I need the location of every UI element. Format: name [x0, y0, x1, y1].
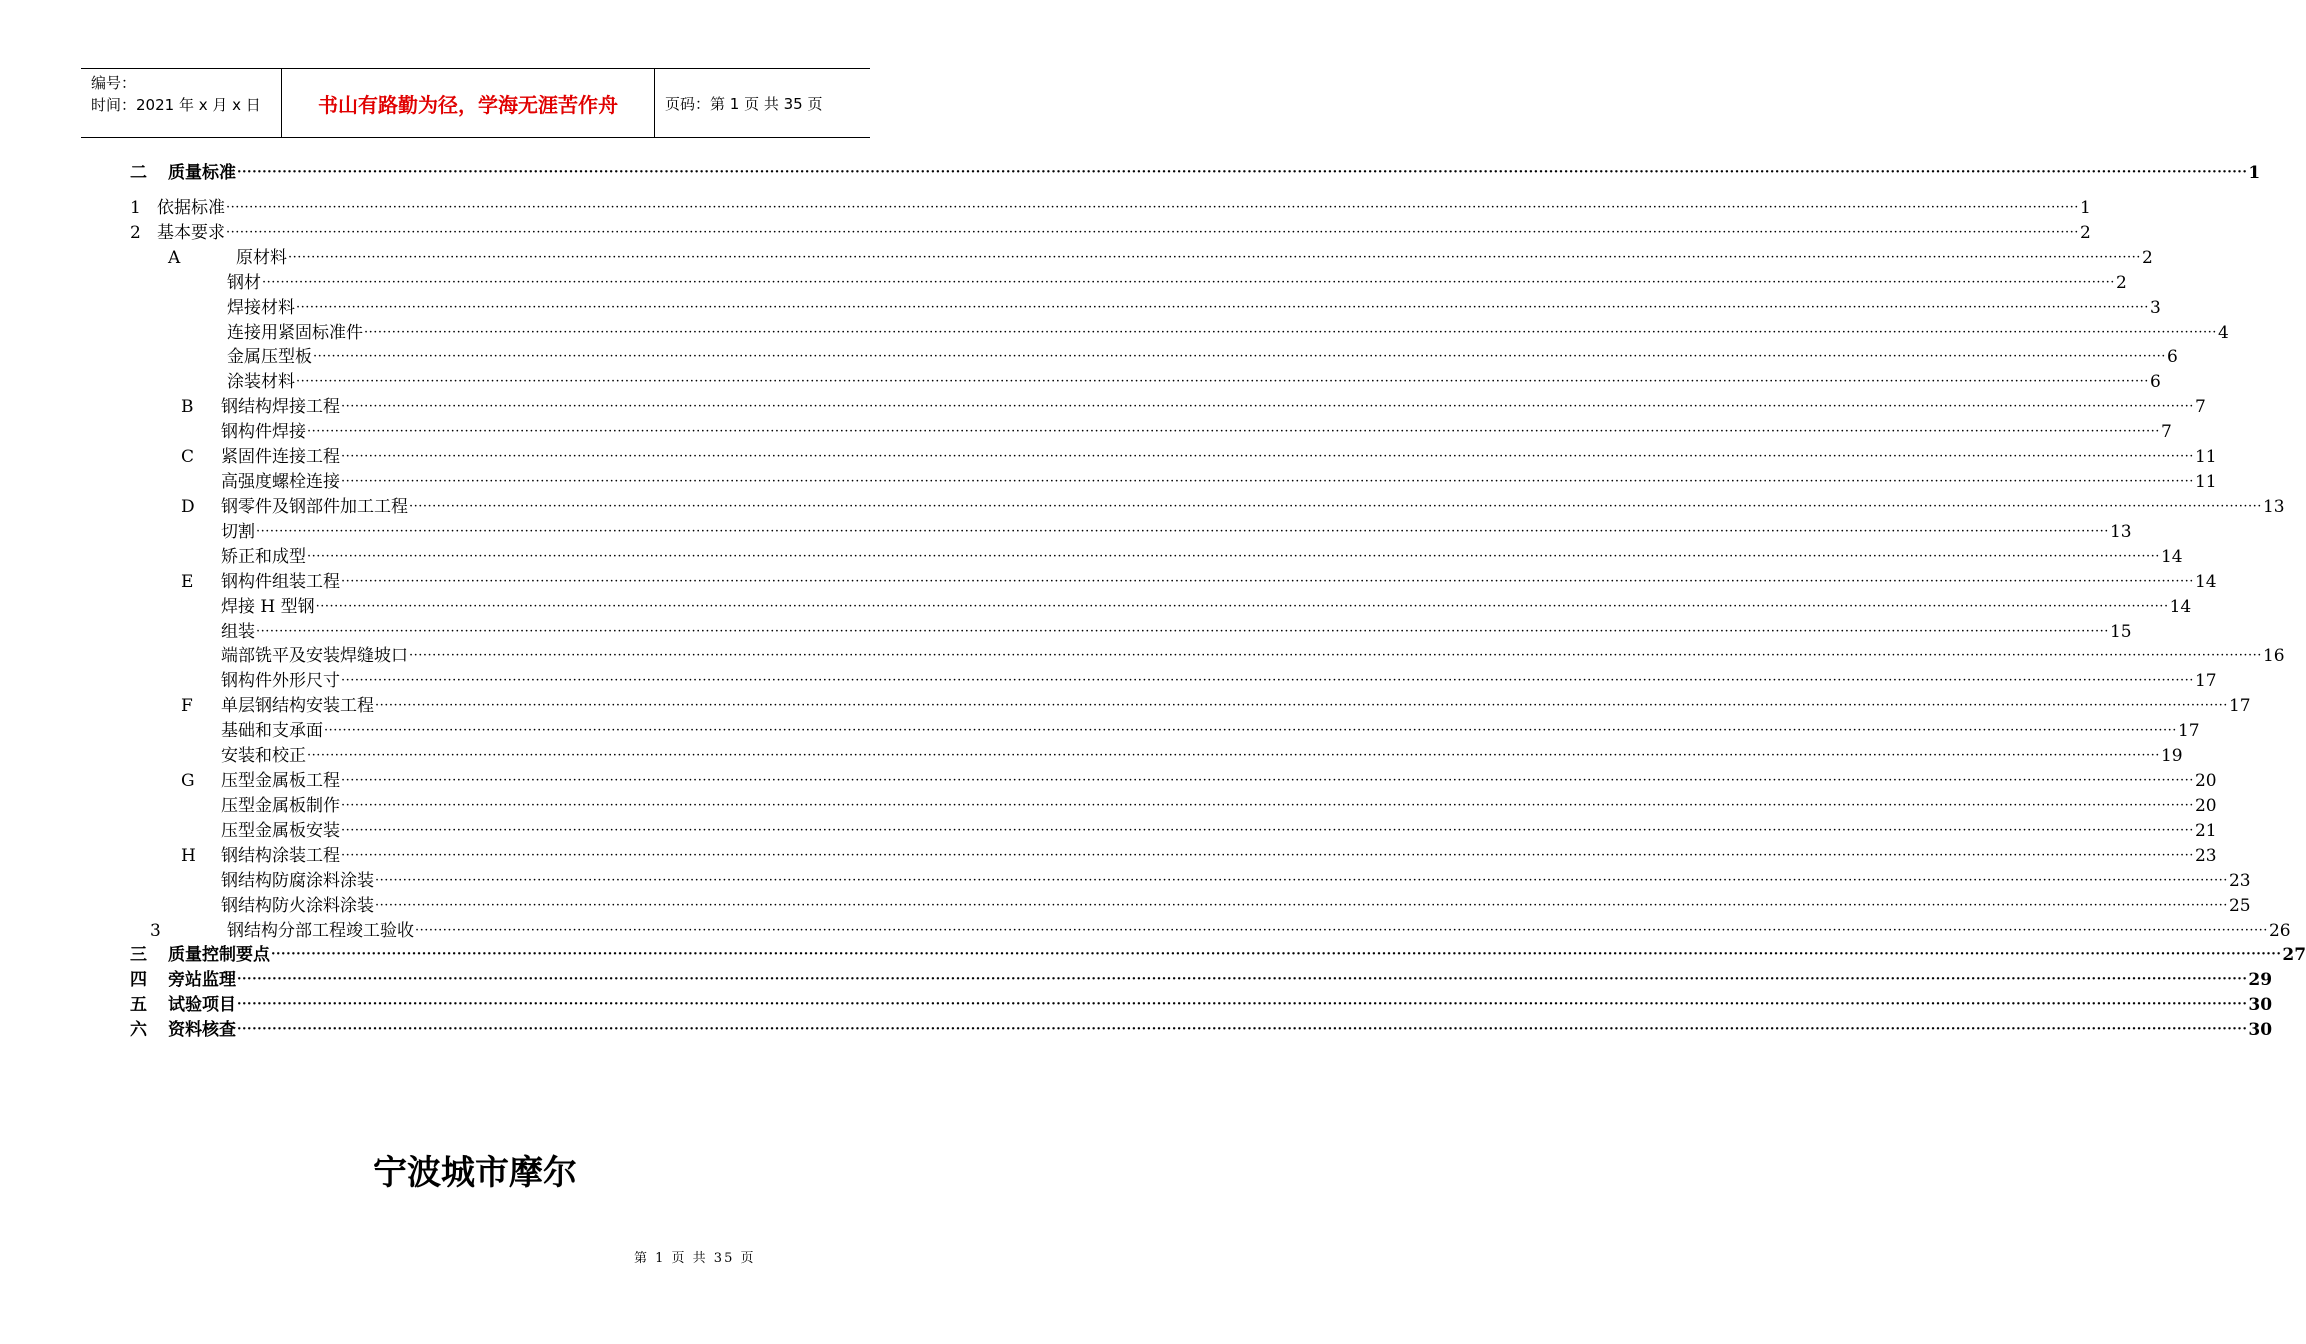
toc-entry-title: 切割	[221, 522, 255, 542]
toc-entry-page: 30	[2248, 995, 2273, 1015]
toc-entry-title: 依据标准	[157, 198, 225, 218]
toc-entry	[221, 596, 2192, 618]
toc-entry	[221, 421, 2172, 443]
toc-entry	[221, 895, 2251, 917]
toc-leader-dots: ················································································································································································································································································································································································································	[341, 823, 2194, 838]
toc-entry-number: A	[168, 248, 181, 268]
toc-entry-title: 压型金属板工程	[221, 771, 340, 791]
toc-entry-title: 压型金属板制作	[221, 796, 340, 816]
toc-entry	[221, 471, 2217, 493]
toc-entry-title: 钢构件组装工程	[221, 572, 340, 592]
toc-leader-dots: ················································································································································································································································································································································································································	[341, 399, 2194, 414]
toc-entry	[130, 969, 2273, 991]
page-header	[81, 68, 870, 138]
toc-entry-title: 单层钢结构安装工程	[221, 696, 374, 716]
toc-entry-page: 6	[2149, 372, 2161, 392]
toc-entry-title: 钢零件及钢部件加工工程	[221, 497, 408, 517]
toc-leader-dots: ················································································································································································································································································································································································································	[256, 624, 2109, 639]
toc-entry-title: 紧固件连接工程	[221, 447, 340, 467]
toc-entry-title: 质量控制要点	[168, 945, 270, 965]
toc-leader-dots: ················································································································································································································································································································································································································	[375, 698, 2228, 713]
toc-leader-dots: ················································································································································································································································································································································································································	[341, 474, 2194, 489]
toc-leader-dots: ················································································································································································································································································································································································································	[341, 574, 2194, 589]
toc-entry	[227, 346, 2178, 368]
toc-entry	[221, 795, 2217, 817]
toc-entry	[221, 621, 2132, 643]
toc-entry-page: 1	[2079, 198, 2091, 218]
toc-entry	[227, 297, 2161, 319]
toc-entry	[181, 695, 2251, 717]
toc-leader-dots: ················································································································································································································································································································································································································	[324, 723, 2177, 738]
toc-entry-title: 质量标准	[168, 163, 236, 183]
toc-entry-page: 21	[2194, 821, 2217, 841]
toc-entry-number: D	[181, 497, 195, 517]
toc-leader-dots: ················································································································································································································································································································································································································	[226, 200, 2079, 215]
toc-entry-page: 11	[2194, 447, 2217, 467]
toc-entry-number: 四	[130, 970, 147, 990]
toc-leader-dots: ················································································································································································································································································································································································································	[237, 972, 2248, 987]
toc-entry-number: F	[181, 696, 193, 716]
toc-entry-page: 11	[2194, 472, 2217, 492]
toc-entry	[150, 920, 2291, 942]
toc-entry-page: 30	[2248, 1020, 2273, 1040]
toc-entry-title: 涂装材料	[227, 372, 295, 392]
toc-entry	[221, 745, 2183, 767]
toc-entry-title: 钢构件外形尺寸	[221, 671, 340, 691]
toc-entry-page: 7	[2194, 397, 2206, 417]
toc-entry-page: 13	[2109, 522, 2132, 542]
toc-entry-number: B	[181, 397, 194, 417]
toc-entry-page: 17	[2228, 696, 2251, 716]
toc-entry-title: 金属压型板	[227, 347, 312, 367]
toc-entry	[181, 770, 2217, 792]
toc-entry-page: 17	[2177, 721, 2200, 741]
toc-entry-page: 17	[2194, 671, 2217, 691]
toc-leader-dots: ················································································································································································································································································································································································································	[256, 524, 2109, 539]
toc-entry	[130, 197, 2091, 219]
toc-entry-title: 安装和校正	[221, 746, 306, 766]
toc-entry-title: 原材料	[236, 248, 287, 268]
page-label: 页码：第 1 页 共 35 页	[665, 94, 823, 113]
toc-entry	[168, 247, 2153, 269]
toc-entry-title: 组装	[221, 622, 255, 642]
toc-leader-dots: ················································································································································································································································································································································································································	[237, 997, 2248, 1012]
toc-entry-page: 2	[2115, 273, 2127, 293]
toc-entry-page: 16	[2262, 646, 2285, 666]
toc-entry-title: 钢结构焊接工程	[221, 397, 340, 417]
toc-entry-page: 20	[2194, 771, 2217, 791]
toc-leader-dots: ················································································································································································································································································································································································································	[313, 349, 2166, 364]
toc-entry-title: 矫正和成型	[221, 547, 306, 567]
motto: 书山有路勤为径，学海无涯苦作舟	[282, 69, 655, 137]
toc-entry-page: 15	[2109, 622, 2132, 642]
toc-leader-dots: ················································································································································································································································································································································································································	[375, 873, 2228, 888]
toc-entry	[130, 994, 2273, 1016]
page-footer: 第 1 页 共 35 页	[634, 1251, 756, 1266]
toc-entry-number: 3	[150, 921, 161, 941]
toc-entry	[227, 371, 2161, 393]
toc-entry-title: 资料核查	[168, 1020, 236, 1040]
toc-leader-dots: ················································································································································································································································································································································································································	[307, 424, 2160, 439]
toc-leader-dots: ················································································································································································································································································································································································································	[237, 165, 2248, 180]
toc-leader-dots: ················································································································································································································································································································································································································	[409, 648, 2262, 663]
toc-entry	[227, 272, 2127, 294]
toc-leader-dots: ················································································································································································································································································································································································································	[307, 748, 2160, 763]
toc-entry-title: 钢结构分部工程竣工验收	[227, 921, 414, 941]
toc-entry	[221, 521, 2132, 543]
code-label: 编号：	[91, 74, 137, 92]
toc-entry-title: 试验项目	[168, 995, 236, 1015]
toc-entry-page: 4	[2217, 323, 2229, 343]
header-left-cell	[81, 69, 282, 137]
toc-leader-dots: ················································································································································································································································································································································································································	[226, 225, 2079, 240]
toc-leader-dots: ················································································································································································································································································································································································································	[262, 275, 2115, 290]
toc-entry-title: 钢材	[227, 273, 261, 293]
toc-leader-dots: ················································································································································································································································································································································································································	[341, 449, 2194, 464]
toc-entry	[181, 396, 2206, 418]
toc-entry-page: 14	[2194, 572, 2217, 592]
toc-entry-page: 26	[2268, 921, 2291, 941]
toc-entry-title: 连接用紧固标准件	[227, 323, 363, 343]
toc-entry	[221, 870, 2251, 892]
toc-entry-number: E	[181, 572, 194, 592]
toc-entry	[221, 670, 2217, 692]
toc-entry	[221, 645, 2285, 667]
toc-entry	[221, 720, 2200, 742]
toc-entry	[130, 944, 2306, 966]
time-label: 时间：2021 年 x 月 x 日	[91, 96, 261, 114]
toc-leader-dots: ················································································································································································································································································································································································································	[375, 898, 2228, 913]
toc-entry-page: 19	[2160, 746, 2183, 766]
toc-entry-page: 1	[2248, 163, 2261, 183]
toc-leader-dots: ················································································································································································································································································································································································································	[237, 1022, 2248, 1037]
toc-entry-page: 13	[2262, 497, 2285, 517]
toc-leader-dots: ················································································································································································································································································································································································································	[341, 773, 2194, 788]
toc-entry-number: H	[181, 846, 196, 866]
toc-entry-number: C	[181, 447, 195, 467]
toc-entry-title: 焊接 H 型钢	[221, 597, 315, 617]
toc-entry-title: 压型金属板安装	[221, 821, 340, 841]
toc-entry-title: 钢结构涂装工程	[221, 846, 340, 866]
toc-entry	[130, 222, 2091, 244]
toc-leader-dots: ················································································································································································································································································································································································································	[315, 599, 2169, 614]
toc-entry-title: 钢结构防腐涂料涂装	[221, 871, 374, 891]
toc-entry-number: G	[181, 771, 195, 791]
toc-entry-page: 14	[2169, 597, 2192, 617]
toc-entry-page: 14	[2160, 547, 2183, 567]
toc-entry-page: 23	[2194, 846, 2217, 866]
toc-entry-number: 二	[130, 163, 147, 183]
toc-entry	[181, 571, 2217, 593]
toc-entry-title: 基本要求	[157, 223, 225, 243]
toc-entry-page: 7	[2160, 422, 2172, 442]
toc-entry-title: 端部铣平及安装焊缝坡口	[221, 646, 408, 666]
toc-entry-number: 六	[130, 1020, 147, 1040]
toc-entry-page: 3	[2149, 298, 2161, 318]
toc-entry	[181, 496, 2285, 518]
toc-entry-page: 25	[2228, 896, 2251, 916]
toc-entry	[221, 820, 2217, 842]
toc-entry	[130, 162, 2261, 184]
toc-entry-number: 三	[130, 945, 147, 965]
toc-leader-dots: ················································································································································································································································································································································································································	[296, 374, 2149, 389]
toc-leader-dots: ················································································································································································································································································································································································································	[271, 947, 2282, 962]
toc-entry-title: 钢构件焊接	[221, 422, 306, 442]
main-title: 宁波城市摩尔	[373, 1153, 577, 1193]
toc-entry-page: 2	[2079, 223, 2091, 243]
toc-entry-title: 焊接材料	[227, 298, 295, 318]
toc-leader-dots: ················································································································································································································································································································································································································	[409, 499, 2262, 514]
toc-entry-title: 基础和支承面	[221, 721, 323, 741]
toc-leader-dots: ················································································································································································································································································································································································································	[296, 300, 2149, 315]
toc-entry-title: 高强度螺栓连接	[221, 472, 340, 492]
toc-entry	[227, 322, 2229, 344]
toc-entry-number: 五	[130, 995, 147, 1015]
toc-entry-page: 6	[2166, 347, 2178, 367]
toc-leader-dots: ················································································································································································································································································································································································································	[341, 848, 2194, 863]
toc-leader-dots: ················································································································································································································································································································································································································	[288, 250, 2141, 265]
toc-entry-page: 20	[2194, 796, 2217, 816]
toc-entry	[181, 446, 2217, 468]
toc-entry	[221, 546, 2183, 568]
toc-entry-page: 27	[2282, 945, 2306, 965]
toc-entry-page: 29	[2248, 970, 2273, 990]
toc-entry-page: 23	[2228, 871, 2251, 891]
toc-entry-page: 2	[2141, 248, 2153, 268]
toc-entry-number: 2	[130, 223, 141, 243]
toc-entry	[181, 845, 2217, 867]
toc-entry-title: 钢结构防火涂料涂装	[221, 896, 374, 916]
toc-entry-number: 1	[130, 198, 141, 218]
toc-leader-dots: ················································································································································································································································································································································································································	[341, 673, 2194, 688]
toc-leader-dots: ················································································································································································································································································································································································································	[364, 325, 2217, 340]
toc-leader-dots: ················································································································································································································································································································································································································	[341, 798, 2194, 813]
toc-leader-dots: ················································································································································································································································································································································································································	[307, 549, 2160, 564]
toc-entry	[130, 1019, 2273, 1041]
toc-leader-dots: ················································································································································································································································································································································································································	[415, 923, 2268, 938]
toc-entry-title: 旁站监理	[168, 970, 236, 990]
